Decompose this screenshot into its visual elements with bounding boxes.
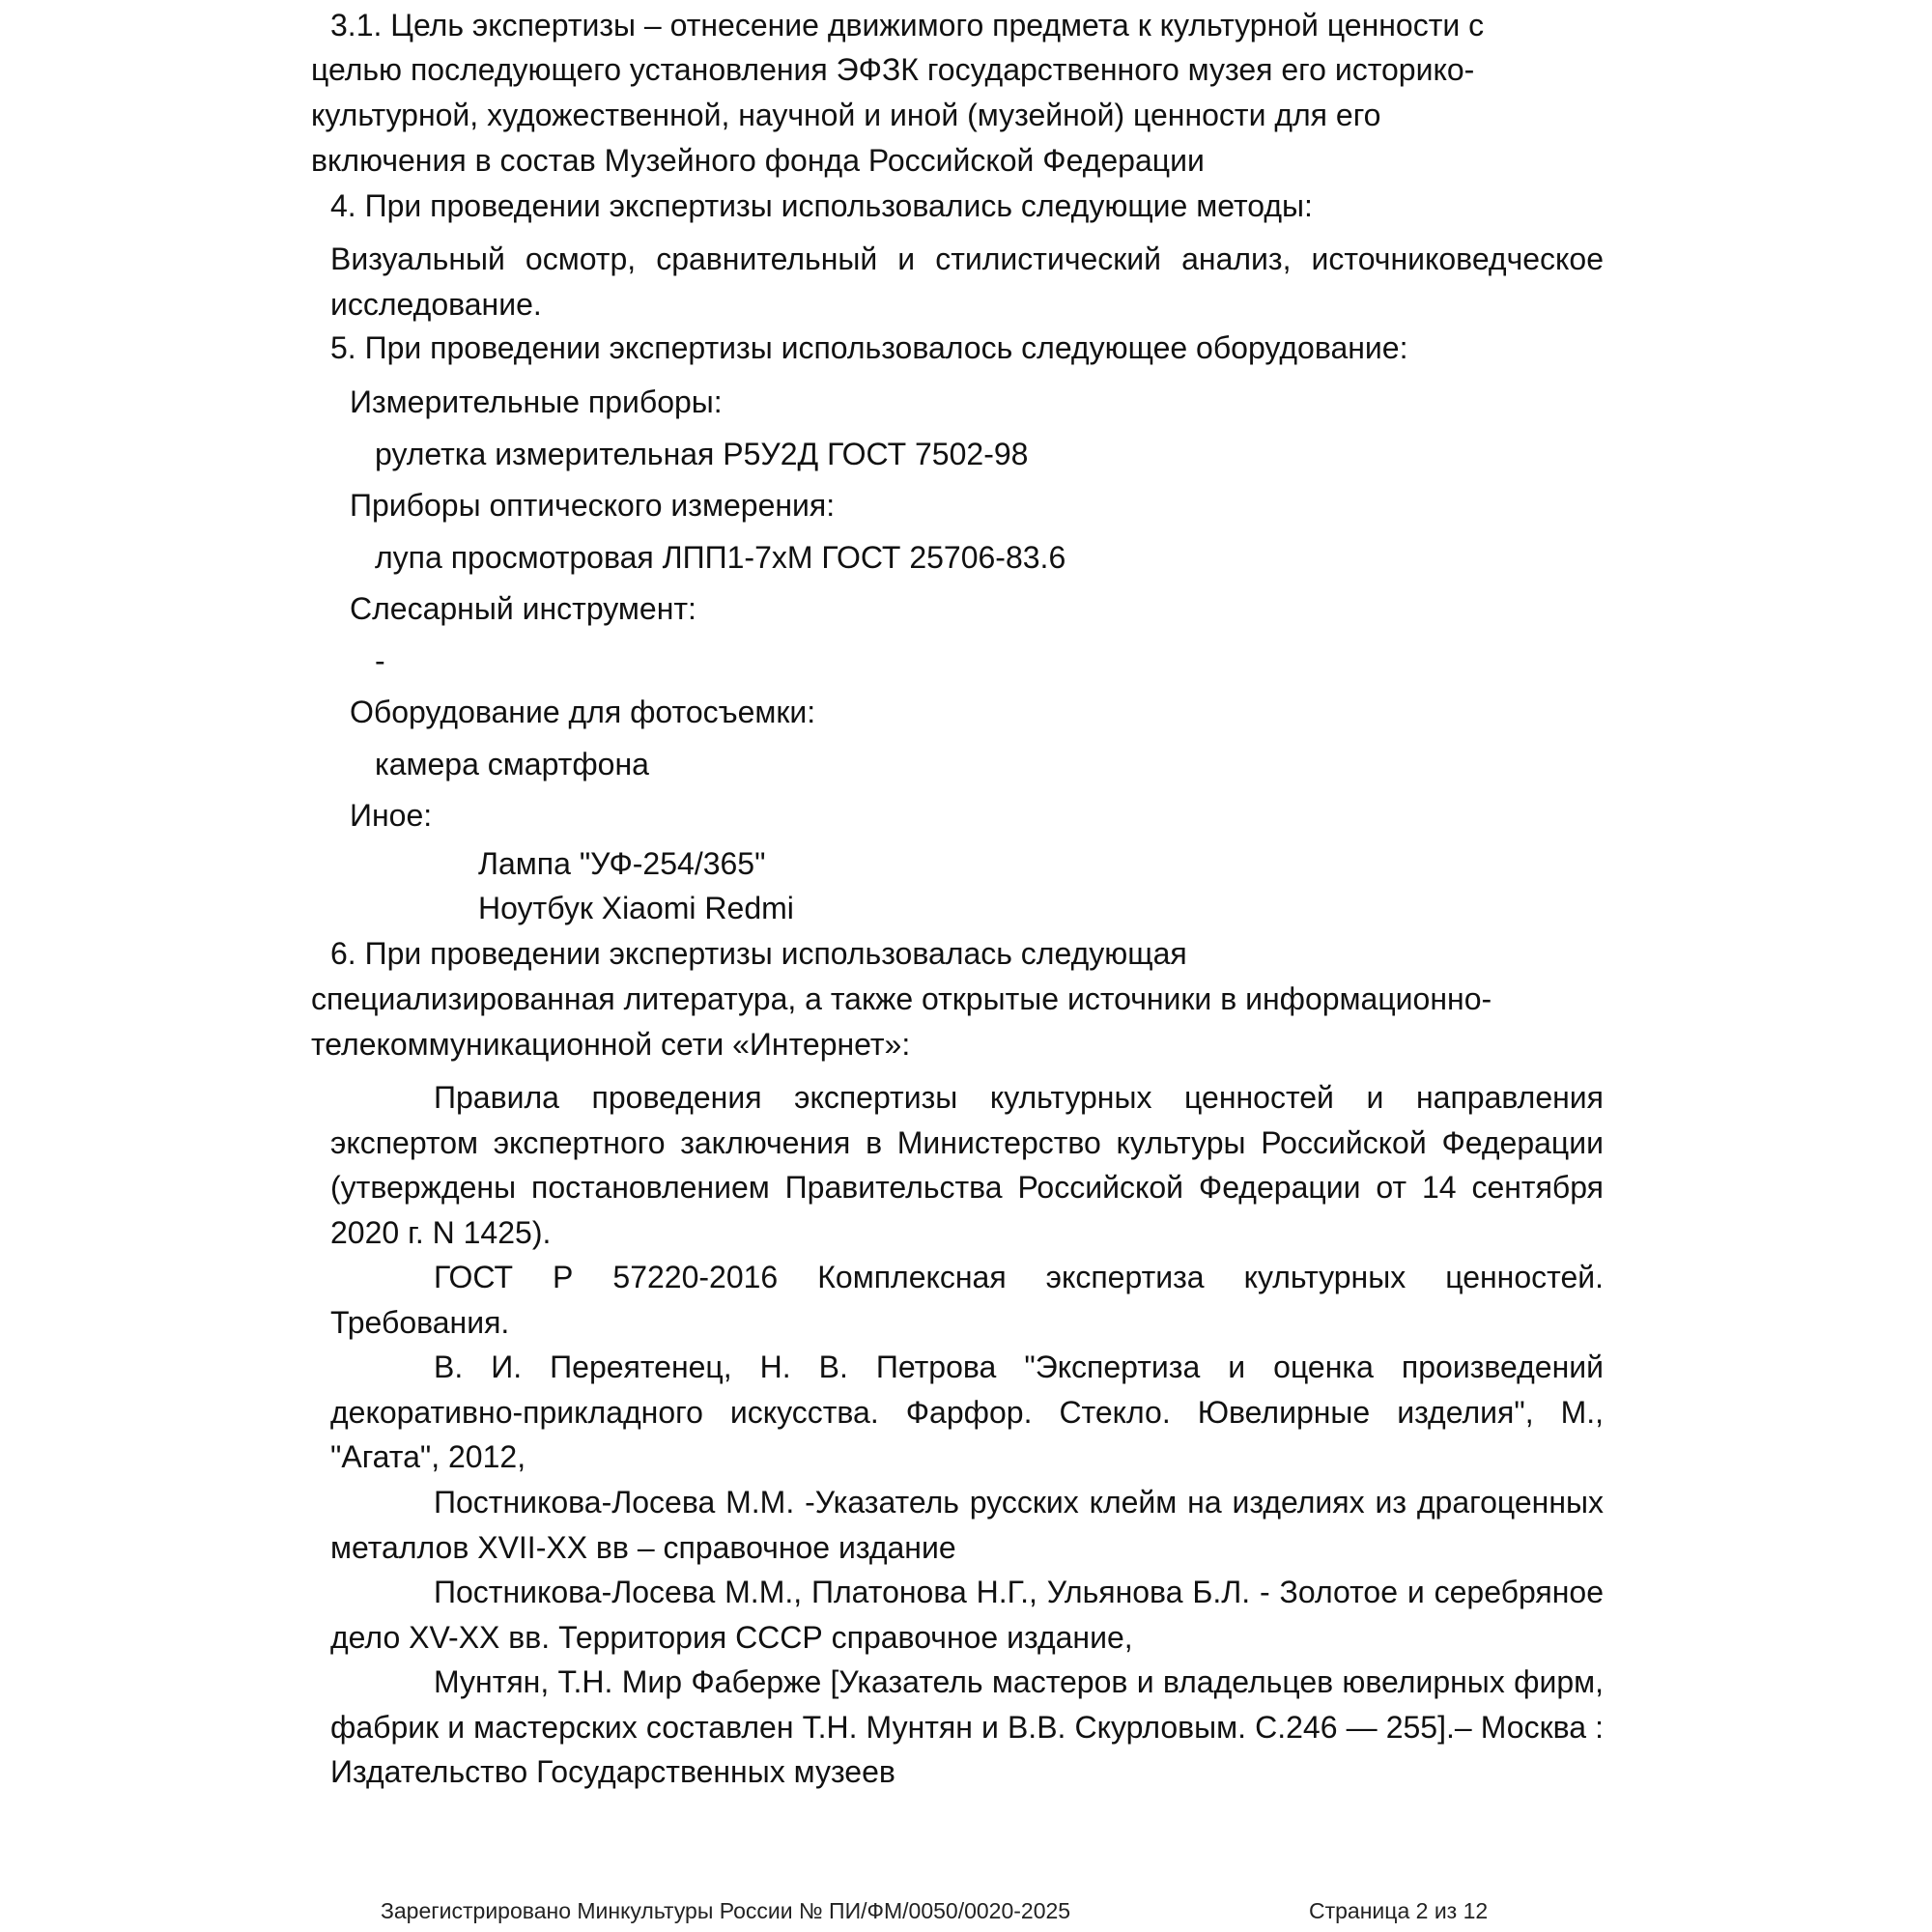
measuring-instruments-label: Измерительные приборы: xyxy=(350,384,723,419)
optical-instruments-label: Приборы оптического измерения: xyxy=(350,488,836,523)
photo-equipment-value: камера смартфона xyxy=(375,747,649,781)
other-equipment-label: Иное: xyxy=(350,798,433,833)
reference-item: Мунтян, Т.Н. Мир Фаберже [Указатель мастеров и владельцев ювелирных фирм, фабрик и мастерских составлен Т.Н. Мунтян и В.В. Скурловым. С.246 — 255].– Москва : Издательство Государственных музеев xyxy=(330,1664,1604,1789)
section-3-1-line-1: 3.1. Цель экспертизы – отнесение движимого предмета к культурной ценности с xyxy=(330,8,1485,43)
section-3-1-line-3: культурной, художественной, научной и иной (музейной) ценности для его xyxy=(311,98,1381,132)
optical-instruments-value: лупа просмотровая ЛПП1-7хМ ГОСТ 25706-83.6 xyxy=(375,540,1066,575)
locksmith-tools-value: - xyxy=(375,643,385,678)
footer-page-number: Страница 2 из 12 xyxy=(1309,1898,1489,1923)
other-equipment-item: Лампа "УФ-254/365" xyxy=(478,846,766,881)
section-6-heading-line-2: специализированная литература, а также открытые источники в информационно- xyxy=(311,981,1492,1016)
reference-item: Постникова-Лосева М.М., Платонова Н.Г., Ульянова Б.Л. - Золотое и серебряное дело XV-XX вв. Территория СССР справочное издание, xyxy=(330,1575,1604,1655)
footer-registration: Зарегистрировано Минкультуры России № ПИ/ФМ/0050/0020-2025 xyxy=(381,1898,1071,1923)
reference-item: ГОСТ Р 57220-2016 Комплексная экспертиза культурных ценностей. Требования. xyxy=(330,1260,1604,1340)
section-3-1-line-4: включения в состав Музейного фонда Российской Федерации xyxy=(311,143,1205,178)
photo-equipment-label: Оборудование для фотосъемки: xyxy=(350,695,816,729)
measuring-instruments-value: рулетка измерительная Р5У2Д ГОСТ 7502-98 xyxy=(375,437,1029,471)
reference-item: Постникова-Лосева М.М. -Указатель русских клейм на изделиях из драгоценных металлов XVII-XX вв – справочное издание xyxy=(330,1485,1604,1565)
reference-item: В. И. Переятенец, Н. В. Петрова "Экспертиза и оценка произведений декоративно-прикладного искусства. Фарфор. Стекло. Ювелирные изделия", М., "Агата", 2012, xyxy=(330,1350,1604,1474)
locksmith-tools-label: Слесарный инструмент: xyxy=(350,591,696,626)
section-4-methods: Визуальный осмотр, сравнительный и стилистический анализ, источниковедческое исследование. xyxy=(330,242,1604,322)
section-6-heading-line-1: 6. При проведении экспертизы использовалась следующая xyxy=(330,936,1187,971)
reference-item: Правила проведения экспертизы культурных ценностей и направления экспертом экспертного заключения в Министерство культуры Российской Федерации (утверждены постановлением Правительства Российской Федерации от 14 сентября 2020 г. N 1425). xyxy=(330,1080,1604,1250)
section-5-heading: 5. При проведении экспертизы использовалось следующее оборудование: xyxy=(330,330,1408,365)
section-6-heading-line-3: телекоммуникационной сети «Интернет»: xyxy=(311,1027,911,1062)
other-equipment-item: Ноутбук Xiaomi Redmi xyxy=(478,891,794,925)
section-3-1-line-2: целью последующего установления ЭФЗК государственного музея его историко- xyxy=(311,52,1475,87)
section-4-heading: 4. При проведении экспертизы использовались следующие методы: xyxy=(330,188,1313,223)
